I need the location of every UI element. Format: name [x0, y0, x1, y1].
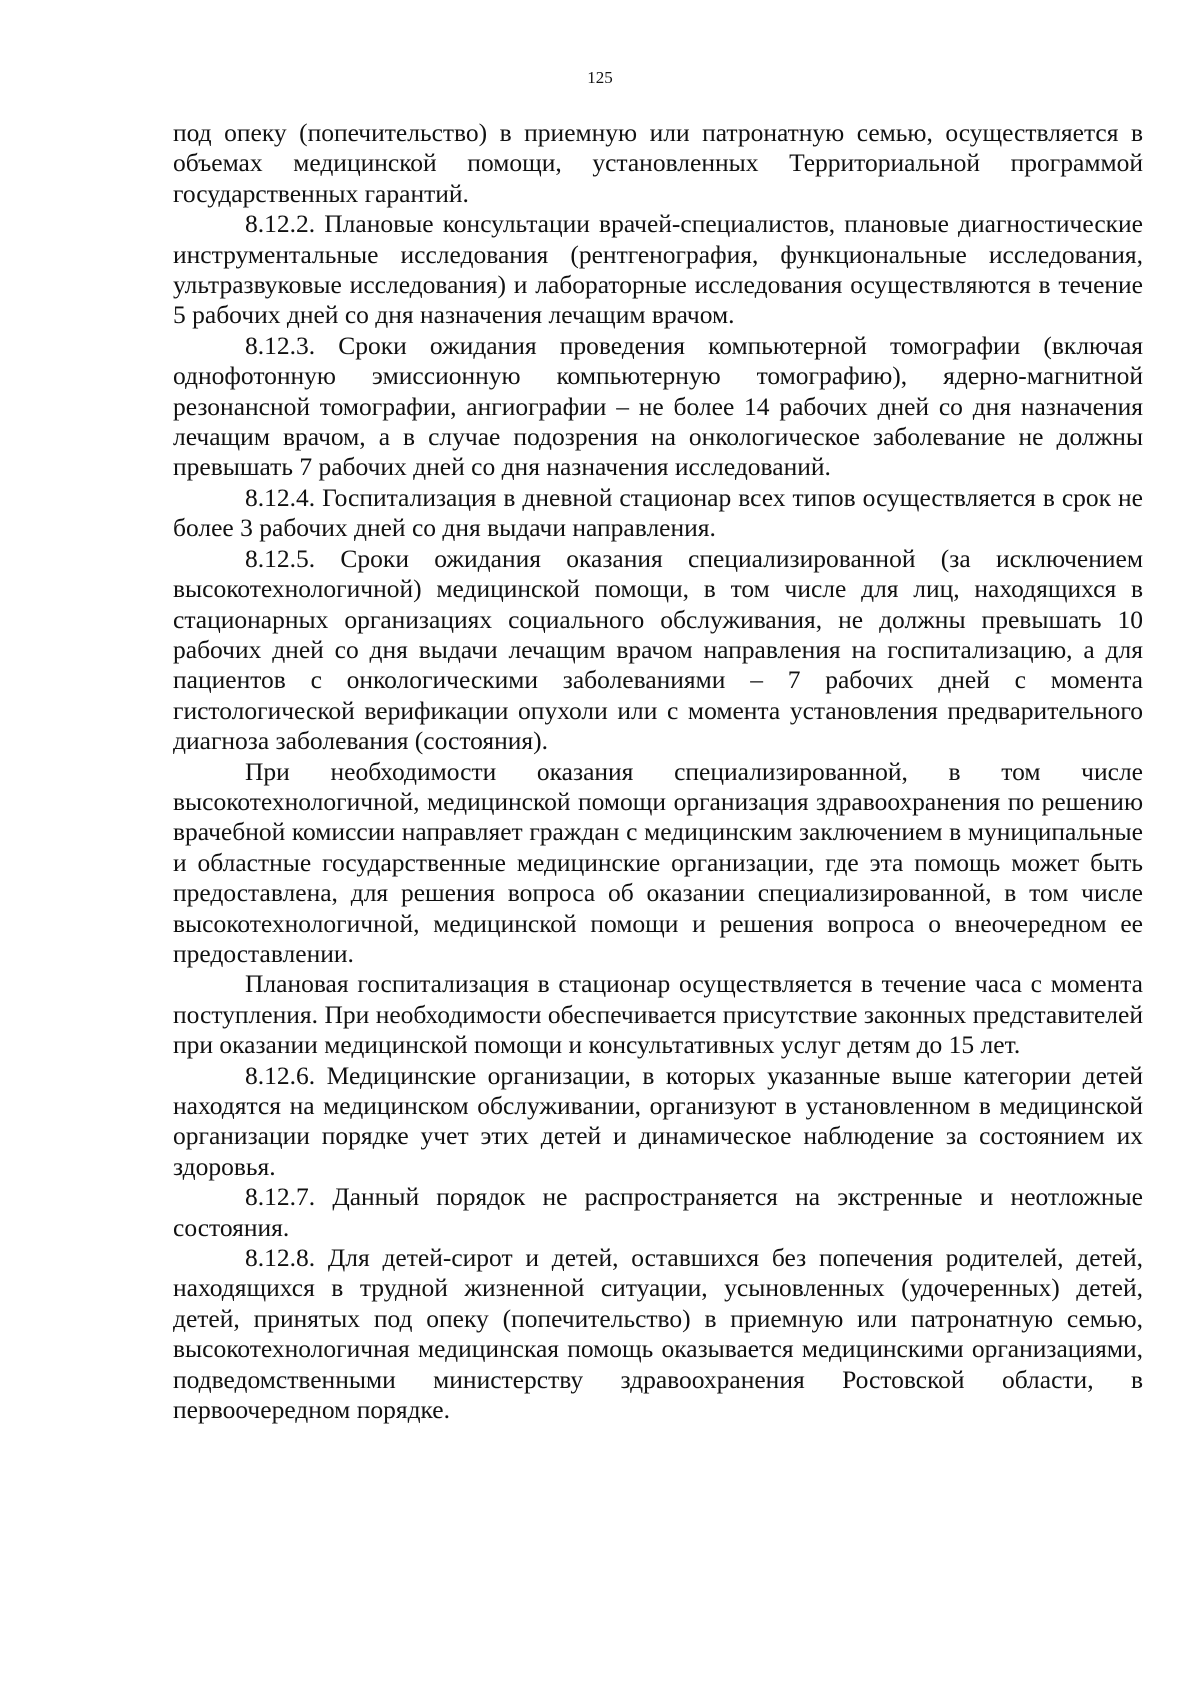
paragraph-8-12-7: 8.12.7. Данный порядок не распространяется на экстренные и неотложные состояния.: [173, 1182, 1143, 1242]
paragraph-specialized-care: При необходимости оказания специализированной, в том числе высокотехнологичной, медицинской помощи организация здравоохранения по решению врачебной комиссии направляет граждан с медицинским заключением в муниципальные и областные государственные медицинские организации, где эта помощь может быть предоставлена, для решения вопроса об оказании специализированной, в том числе высокотехнологичной, медицинской помощи и решения вопроса о внеочередном ее предоставлении.: [173, 756, 1143, 968]
paragraph-8-12-6: 8.12.6. Медицинские организации, в которых указанные выше категории детей находятся на медицинском обслуживании, организуют в установленном в медицинской организации порядке учет этих детей и динамическое наблюдение за состоянием их здоровья.: [173, 1060, 1143, 1181]
document-body: [173, 118, 1143, 1425]
paragraph-8-12-8: 8.12.8. Для детей-сирот и детей, оставшихся без попечения родителей, детей, находящихся в трудной жизненной ситуации, усыновленных (удочеренных) детей, детей, принятых под опеку (попечительство) в приемную или патронатную семью, высокотехнологичная медицинская помощь оказывается медицинскими организациями, подведомственными министерству здравоохранения Ростовской области, в первоочередном порядке.: [173, 1243, 1143, 1425]
paragraph-8-12-5: 8.12.5. Сроки ожидания оказания специализированной (за исключением высокотехнологичной) медицинской помощи, в том числе для лиц, находящихся в стационарных организациях социального обслуживания, не должны превышать 10 рабочих дней со дня выдачи лечащим врачом направления на госпитализацию, а для пациентов с онкологическими заболеваниями – 7 рабочих дней с момента гистологической верификации опухоли или с момента установления предварительного диагноза заболевания (состояния).: [173, 543, 1143, 756]
paragraph-planned-hospitalization: Плановая госпитализация в стационар осуществляется в течение часа с момента поступления. При необходимости обеспечивается присутствие законных представителей при оказании медицинской помощи и консультативных услуг детям до 15 лет.: [173, 969, 1143, 1060]
paragraph-continuation: под опеку (попечительство) в приемную или патронатную семью, осуществляется в объемах медицинской помощи, установленных Территориальной программой государственных гарантий.: [173, 118, 1143, 208]
page-number: 125: [587, 68, 613, 87]
paragraph-8-12-3: 8.12.3. Сроки ожидания проведения компьютерной томографии (включая однофотонную эмиссионную компьютерную томографию), ядерно-магнитной резонансной томографии, ангиографии – не более 14 рабочих дней со дня назначения лечащим врачом, а в случае подозрения на онкологическое заболевание не должны превышать 7 рабочих дней со дня назначения исследований.: [173, 330, 1143, 482]
paragraph-8-12-4: 8.12.4. Госпитализация в дневной стационар всех типов осуществляется в срок не более 3 рабочих дней со дня выдачи направления.: [173, 482, 1143, 543]
paragraph-8-12-2: 8.12.2. Плановые консультации врачей-специалистов, плановые диагностические инструментальные исследования (рентгенография, функциональные исследования, ультразвуковые исследования) и лабораторные исследования осуществляются в течение 5 рабочих дней со дня назначения лечащим врачом.: [173, 209, 1143, 330]
